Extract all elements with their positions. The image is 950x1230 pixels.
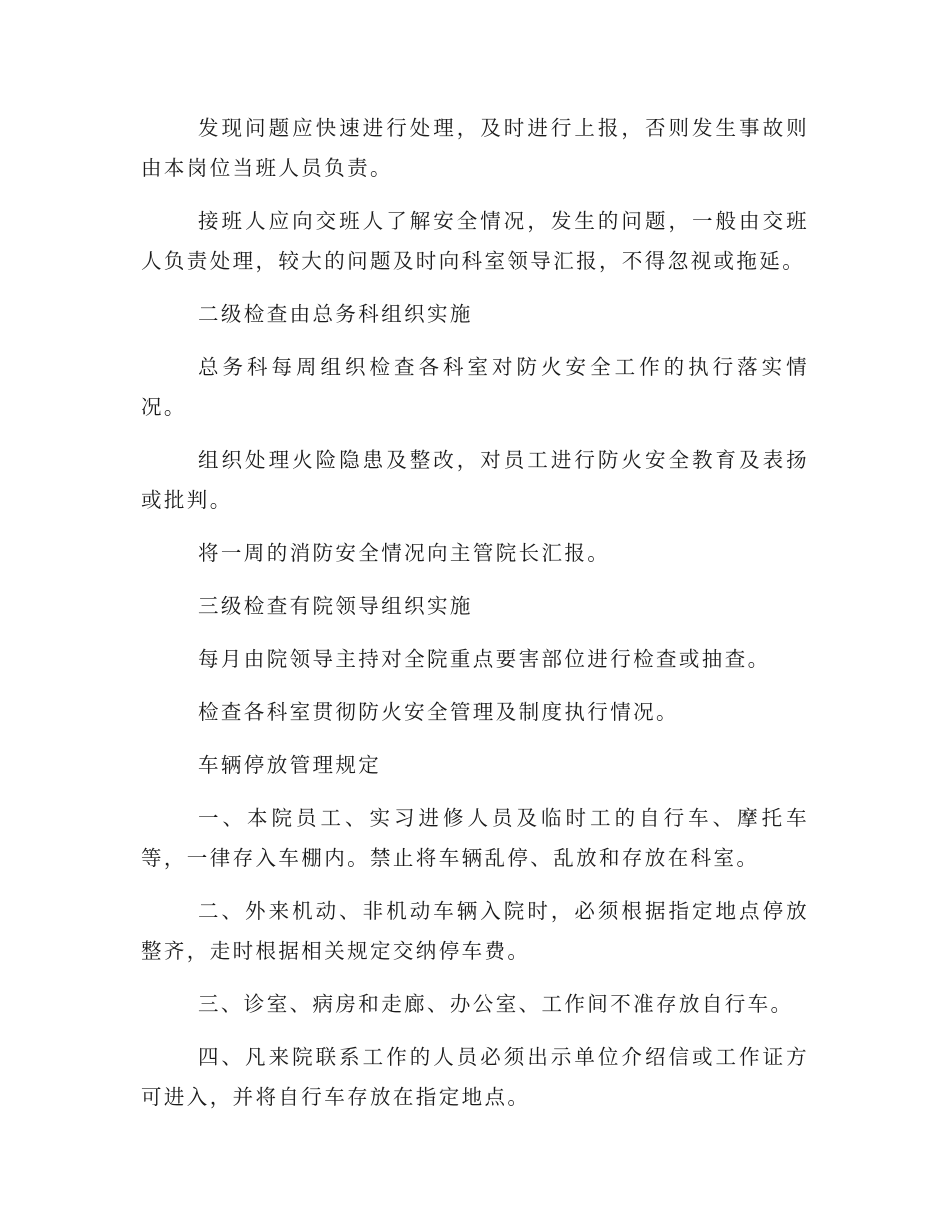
section-heading: 三级检查有院领导组织实施 bbox=[198, 594, 473, 618]
paragraph: 检查各科室贯彻防火安全管理及制度执行情况。 bbox=[198, 700, 679, 724]
paragraph: 将一周的消防安全情况向主管院长汇报。 bbox=[198, 541, 611, 565]
paragraph: 三、诊室、病房和走廊、办公室、工作间不准存放自行车。 bbox=[198, 992, 794, 1016]
paragraph: 发现问题应快速进行处理，及时进行上报，否则发生事故则由本岗位当班人员负责。 bbox=[141, 116, 809, 180]
section-heading: 车辆停放管理规定 bbox=[198, 753, 382, 777]
paragraph: 组织处理火险隐患及整改，对员工进行防火安全教育及表扬或批判。 bbox=[141, 448, 809, 512]
paragraph: 一、本院员工、实习进修人员及临时工的自行车、摩托车等，一律存入车棚内。禁止将车辆乱停、乱放和存放在科室。 bbox=[141, 806, 809, 870]
paragraph: 二、外来机动、非机动车辆入院时，必须根据指定地点停放整齐，走时根据相关规定交纳停车费。 bbox=[141, 899, 809, 963]
paragraph: 接班人应向交班人了解安全情况，发生的问题，一般由交班人负责处理，较大的问题及时向科室领导汇报，不得忽视或拖延。 bbox=[141, 209, 809, 273]
section-heading: 二级检查由总务科组织实施 bbox=[198, 302, 473, 326]
paragraph: 每月由院领导主持对全院重点要害部位进行检查或抽查。 bbox=[198, 647, 771, 671]
paragraph: 总务科每周组织检查各科室对防火安全工作的执行落实情况。 bbox=[141, 355, 809, 419]
paragraph: 四、凡来院联系工作的人员必须出示单位介绍信或工作证方可进入，并将自行车存放在指定地点。 bbox=[141, 1045, 809, 1109]
document-body bbox=[141, 108, 809, 1117]
